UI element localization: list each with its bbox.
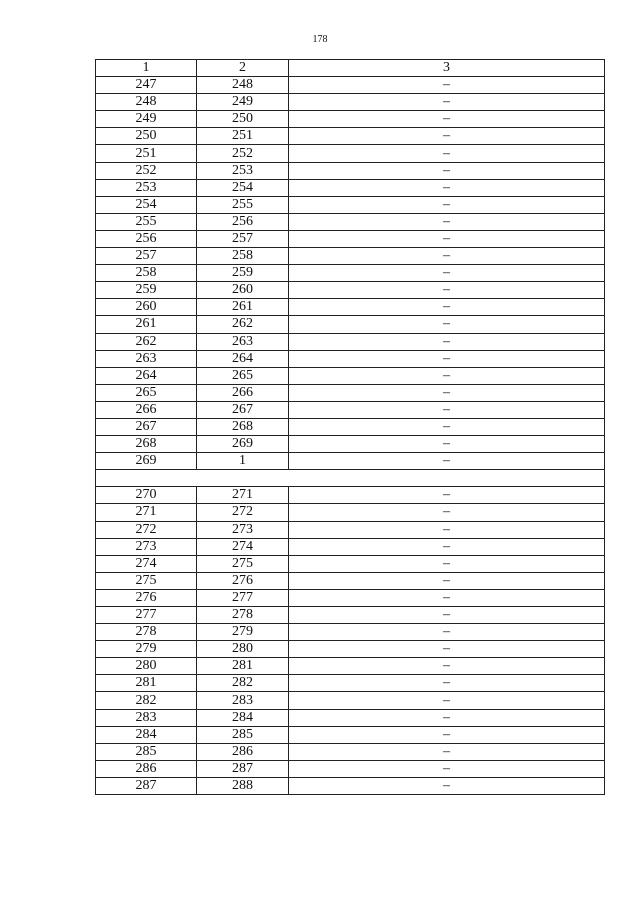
table-row (96, 743, 605, 760)
table-cell: 282 (96, 692, 197, 709)
table-cell: – (289, 401, 605, 418)
table-cell: – (289, 709, 605, 726)
table-row (96, 316, 605, 333)
table-cell: – (289, 418, 605, 435)
table-cell: – (289, 145, 605, 162)
table-cell: 255 (197, 196, 289, 213)
table-cell: 250 (96, 128, 197, 145)
table-row (96, 760, 605, 777)
table-cell: – (289, 213, 605, 230)
table-cell: – (289, 760, 605, 777)
table-cell: 271 (96, 504, 197, 521)
table-cell: 257 (197, 230, 289, 247)
table-cell: 268 (197, 418, 289, 435)
table-cell: 267 (197, 401, 289, 418)
table-cell: 249 (197, 94, 289, 111)
table-cell: – (289, 248, 605, 265)
table-cell: 257 (96, 248, 197, 265)
table-cell: 251 (197, 128, 289, 145)
table-cell: – (289, 350, 605, 367)
table-cell: 260 (96, 299, 197, 316)
table-cell: 263 (96, 350, 197, 367)
table-cell: 283 (96, 709, 197, 726)
table-row (96, 111, 605, 128)
table-cell: 259 (96, 282, 197, 299)
table-row (96, 299, 605, 316)
table-cell: 285 (197, 726, 289, 743)
table-cell: 263 (197, 333, 289, 350)
table-cell: 274 (96, 555, 197, 572)
table-row (96, 196, 605, 213)
table-cell: 276 (96, 589, 197, 606)
table-cell: – (289, 453, 605, 470)
table-cell: 288 (197, 777, 289, 794)
table-row (96, 777, 605, 794)
column-header: 1 (96, 60, 197, 77)
table-row (96, 453, 605, 470)
table-cell: 264 (197, 350, 289, 367)
table-row (96, 589, 605, 606)
table-cell: 253 (197, 162, 289, 179)
table-cell: 261 (96, 316, 197, 333)
table-cell: 254 (96, 196, 197, 213)
table-cell: 286 (197, 743, 289, 760)
table-cell: 272 (197, 504, 289, 521)
table-cell: – (289, 538, 605, 555)
table-cell: 265 (197, 367, 289, 384)
table-cell: 266 (197, 384, 289, 401)
table-row (96, 94, 605, 111)
table-cell: 276 (197, 572, 289, 589)
table-row (96, 555, 605, 572)
table-cell: 248 (197, 77, 289, 94)
table-cell: – (289, 607, 605, 624)
table-gap (96, 470, 605, 487)
table-row (96, 213, 605, 230)
table-cell: 254 (197, 179, 289, 196)
table-cell: – (289, 521, 605, 538)
table-cell: – (289, 624, 605, 641)
table-row (96, 179, 605, 196)
gap-row (96, 470, 605, 487)
table-cell: – (289, 179, 605, 196)
table-cell: – (289, 777, 605, 794)
table-cell: 1 (197, 453, 289, 470)
table-cell: – (289, 94, 605, 111)
table-cell: 275 (96, 572, 197, 589)
table-row (96, 333, 605, 350)
table-cell: – (289, 384, 605, 401)
table-row (96, 350, 605, 367)
table-cell: – (289, 641, 605, 658)
table-cell: – (289, 658, 605, 675)
table-cell: 248 (96, 94, 197, 111)
table-row (96, 521, 605, 538)
table-section-a (96, 77, 605, 470)
table-row (96, 162, 605, 179)
data-table (95, 59, 605, 795)
table-cell: 286 (96, 760, 197, 777)
table-cell: 266 (96, 401, 197, 418)
table-row (96, 487, 605, 504)
header-row (96, 60, 605, 77)
table-cell: 287 (197, 760, 289, 777)
table-cell: 268 (96, 436, 197, 453)
table-row (96, 384, 605, 401)
table-cell: – (289, 299, 605, 316)
table-cell: – (289, 111, 605, 128)
table-cell: 273 (197, 521, 289, 538)
table-cell: 284 (197, 709, 289, 726)
table-row (96, 401, 605, 418)
table-row (96, 658, 605, 675)
table-row (96, 265, 605, 282)
table-cell: 249 (96, 111, 197, 128)
table-cell: 269 (197, 436, 289, 453)
table-row (96, 624, 605, 641)
table-cell: 271 (197, 487, 289, 504)
table-row (96, 77, 605, 94)
table-cell: 262 (96, 333, 197, 350)
table-cell: 267 (96, 418, 197, 435)
table-cell: – (289, 743, 605, 760)
table-cell: 259 (197, 265, 289, 282)
table-cell: 273 (96, 538, 197, 555)
table-cell: 258 (197, 248, 289, 265)
table-row (96, 692, 605, 709)
page-number: 178 (312, 34, 328, 45)
table-row (96, 504, 605, 521)
table-cell: – (289, 316, 605, 333)
table-cell: – (289, 282, 605, 299)
table-row (96, 538, 605, 555)
table-cell: 252 (197, 145, 289, 162)
table-cell: – (289, 128, 605, 145)
table-cell: – (289, 436, 605, 453)
table-cell: 262 (197, 316, 289, 333)
table-row (96, 248, 605, 265)
table-cell: – (289, 77, 605, 94)
table-cell: – (289, 504, 605, 521)
table-cell: 256 (197, 213, 289, 230)
table-cell: 279 (96, 641, 197, 658)
table-cell: 287 (96, 777, 197, 794)
table-row (96, 282, 605, 299)
table-cell: 282 (197, 675, 289, 692)
table-cell: 275 (197, 555, 289, 572)
table-cell: – (289, 333, 605, 350)
table-cell: – (289, 196, 605, 213)
table-cell: 256 (96, 230, 197, 247)
table-cell: – (289, 572, 605, 589)
column-header: 2 (197, 60, 289, 77)
table-row (96, 418, 605, 435)
table-cell: 285 (96, 743, 197, 760)
table-cell: 258 (96, 265, 197, 282)
table-row (96, 607, 605, 624)
table-cell: – (289, 162, 605, 179)
table-cell: 274 (197, 538, 289, 555)
table-cell: 270 (96, 487, 197, 504)
table-cell: – (289, 589, 605, 606)
gap-cell (96, 470, 605, 487)
table-cell: – (289, 367, 605, 384)
table-cell: – (289, 726, 605, 743)
table-cell: 247 (96, 77, 197, 94)
table-cell: 265 (96, 384, 197, 401)
table-cell: 250 (197, 111, 289, 128)
table-cell: – (289, 675, 605, 692)
table-row (96, 641, 605, 658)
table-cell: 269 (96, 453, 197, 470)
table-row (96, 436, 605, 453)
table-row (96, 726, 605, 743)
table-cell: – (289, 265, 605, 282)
table-cell: 279 (197, 624, 289, 641)
table-cell: 272 (96, 521, 197, 538)
column-header: 3 (289, 60, 605, 77)
table-cell: 264 (96, 367, 197, 384)
table-cell: – (289, 487, 605, 504)
table-cell: – (289, 692, 605, 709)
table-cell: 281 (96, 675, 197, 692)
table-cell: – (289, 230, 605, 247)
table-section-b (96, 487, 605, 795)
table-cell: 278 (197, 607, 289, 624)
table-cell: 278 (96, 624, 197, 641)
table-row (96, 572, 605, 589)
table-cell: 277 (96, 607, 197, 624)
table-cell: 281 (197, 658, 289, 675)
table-row (96, 128, 605, 145)
table-cell: 277 (197, 589, 289, 606)
table-row (96, 675, 605, 692)
table-cell: 261 (197, 299, 289, 316)
table-cell: 251 (96, 145, 197, 162)
table-cell: 280 (96, 658, 197, 675)
table-cell: 284 (96, 726, 197, 743)
table-row (96, 709, 605, 726)
table-row (96, 367, 605, 384)
table-cell: 280 (197, 641, 289, 658)
table-cell: 255 (96, 213, 197, 230)
table-cell: 252 (96, 162, 197, 179)
table-row (96, 145, 605, 162)
table-row (96, 230, 605, 247)
table-cell: 253 (96, 179, 197, 196)
table-cell: – (289, 555, 605, 572)
table-cell: 283 (197, 692, 289, 709)
table-cell: 260 (197, 282, 289, 299)
